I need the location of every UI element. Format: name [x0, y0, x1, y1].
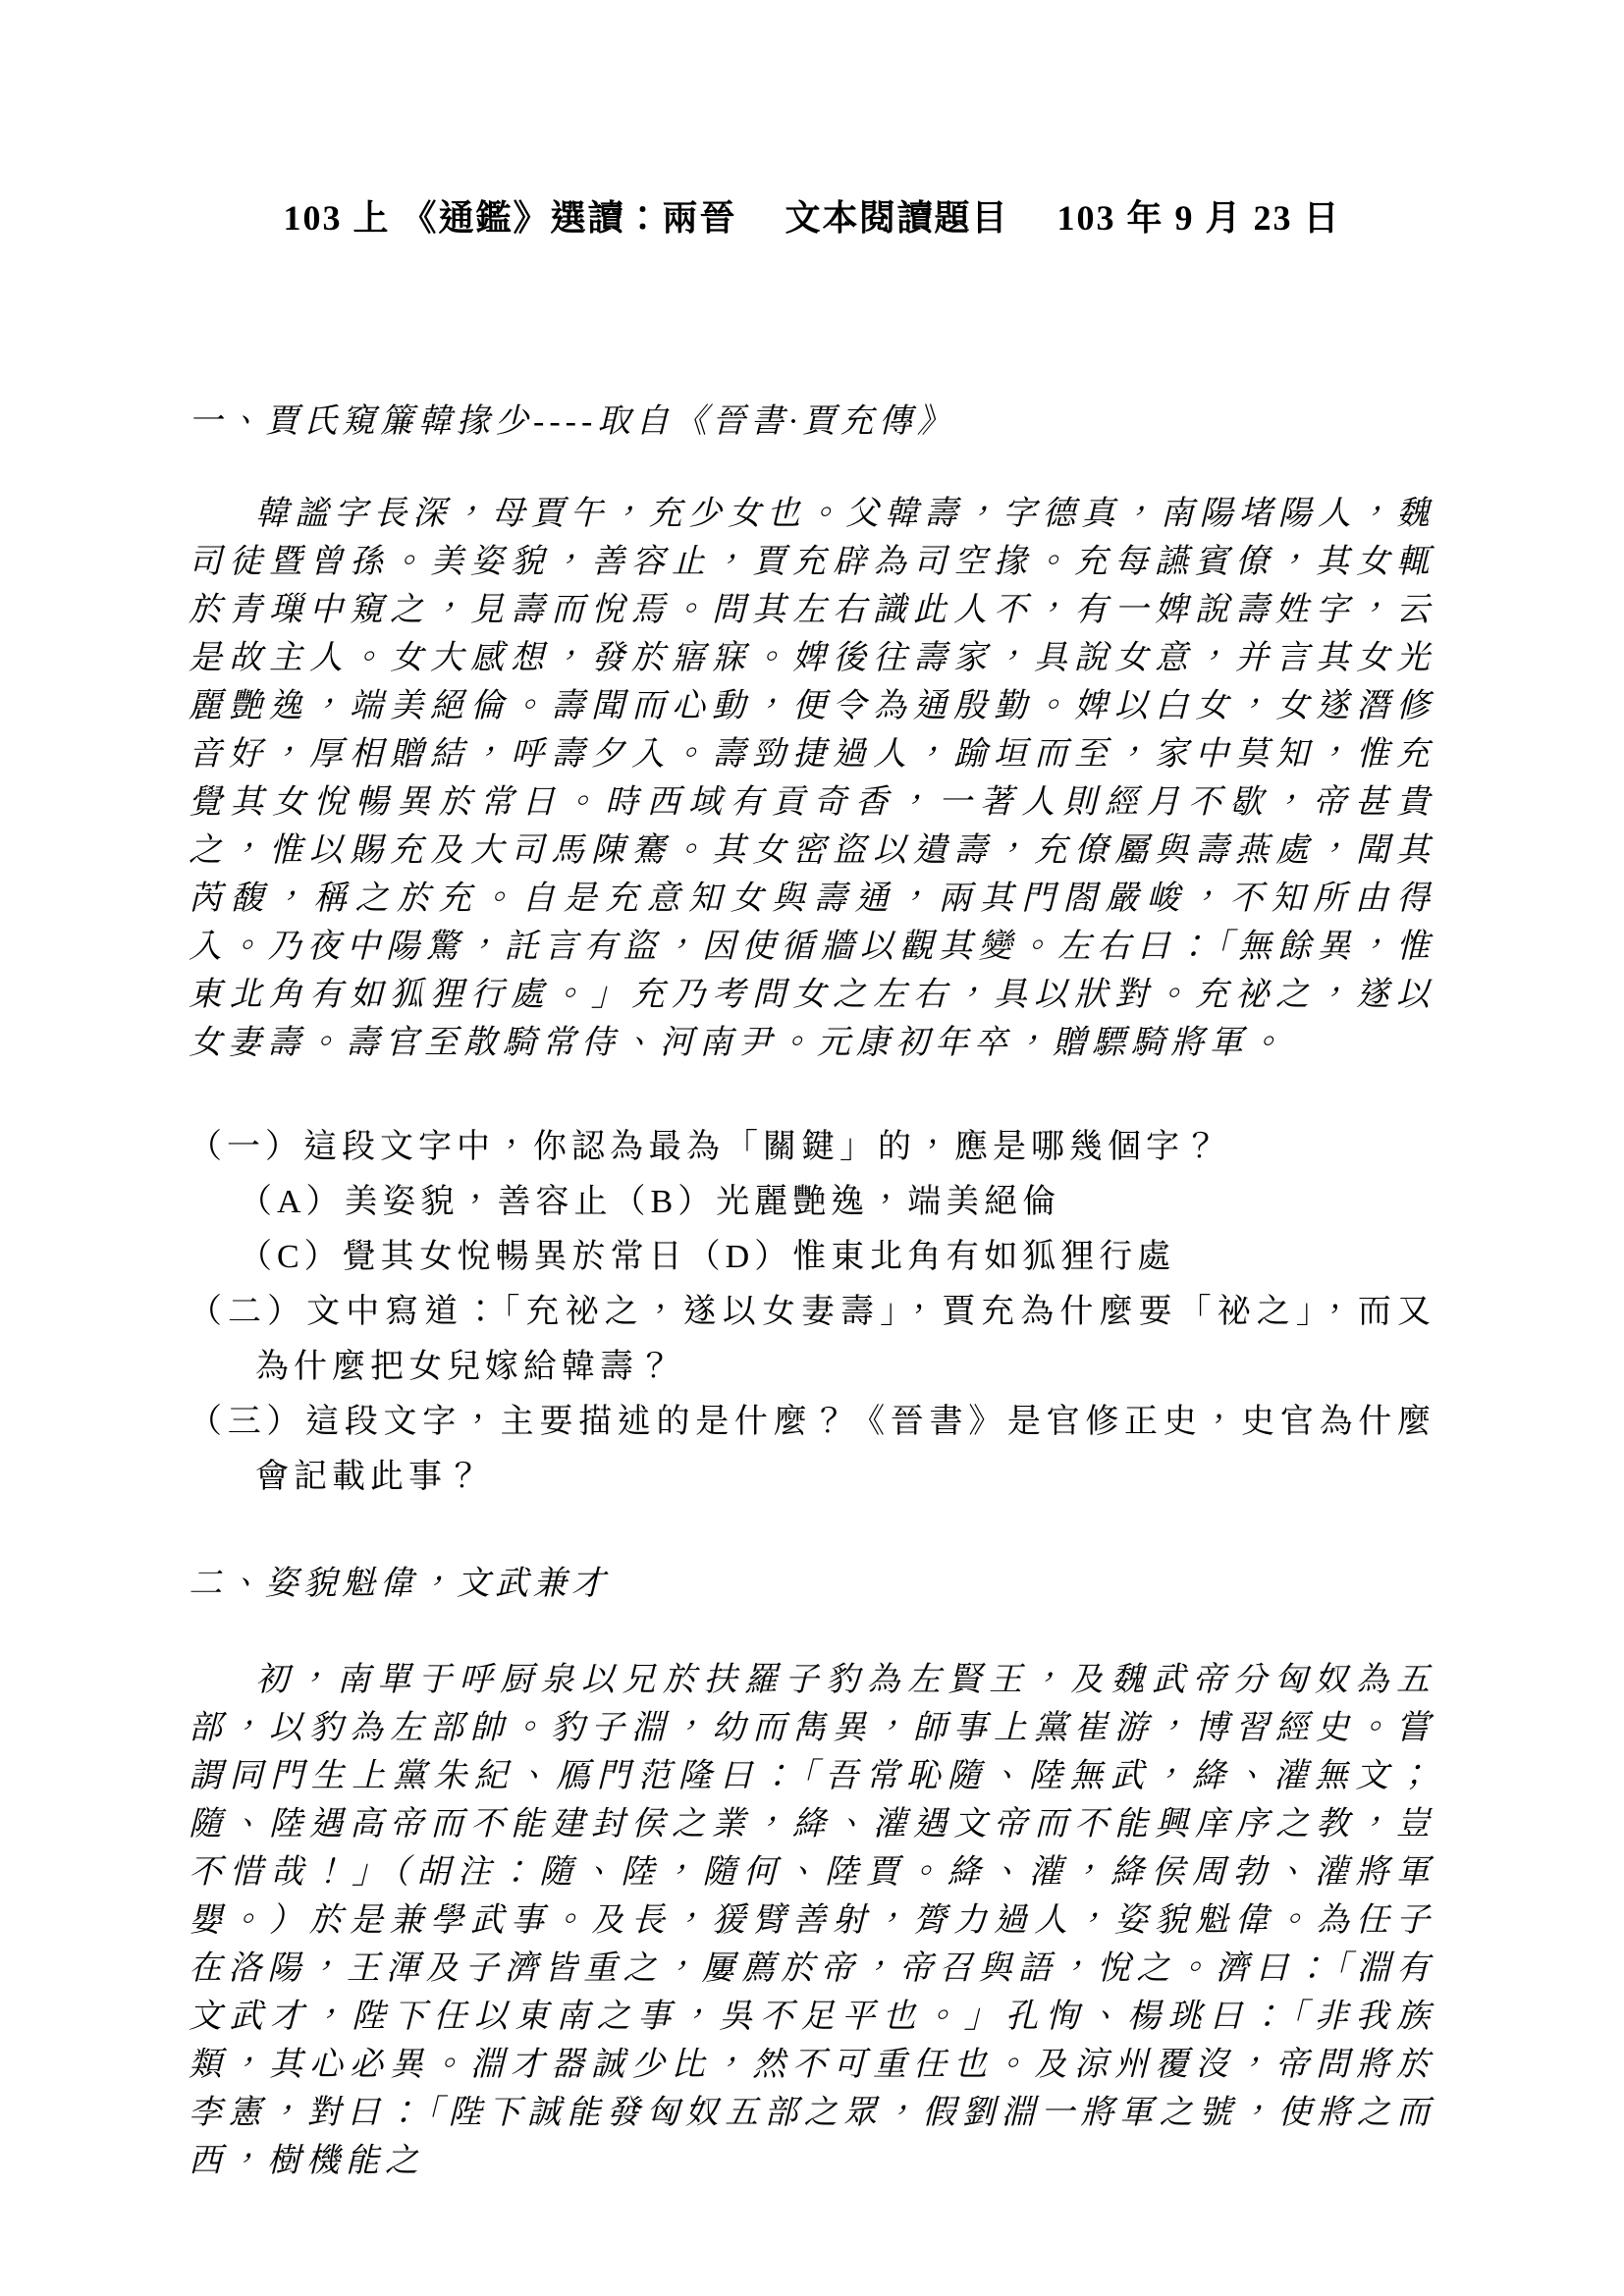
section-2-body-text: 初，南單于呼厨泉以兄於扶羅子豹為左賢王，及魏武帝分匈奴為五部，以豹為左部帥。豹子淵，幼而雋異，師事上黨崔游，博習經史。嘗謂同門生上黨朱紀、鴈門范隆曰：「吾常恥隨、陸無武，絳、灌無文；隨、陸遇高帝而不能建封侯之業，絳、灌遇文帝而不能興庠序之教，豈不惜哉！」（胡注：隨、陸，隨何、陸賈。絳、灌，絳侯周勃、灌將軍嬰。）於是兼學武事。及長，猨臂善射，膂力過人，姿貌魁偉。為任子在洛陽，王渾及子濟皆重之，屢薦於帝，帝召與語，悅之。濟曰：「淵有文武才，陛下任以東南之事，吳不足平也。」孔恂、楊珧曰：「非我族類，其心必異。淵才器誠少比，然不可重任也。及涼州覆沒，帝問將於李憲，對曰：「陛下誠能發匈奴五部之眾，假劉淵一將軍之號，使將之而西，樹機能之: [189, 1662, 1435, 2179]
section-1-heading: 一、賈氏窺簾韓掾少----取自《晉書·賈充傳》: [189, 403, 955, 440]
question-1-options-ab: （A）美姿貌，善容止（B）光麗艷逸，端美絕倫: [239, 1184, 1061, 1220]
section-1-body-text: 韓謐字長深，母賈午，充少女也。父韓壽，字德真，南陽堵陽人，魏司徒暨曾孫。美姿貌，善容止，賈充辟為司空掾。充每讌賓僚，其女輒於青璅中窺之，見壽而悅焉。問其左右識此人不，有一婢說壽姓字，云是故主人。女大感想，發於寤寐。婢後往壽家，具說女意，并言其女光麗艷逸，端美絕倫。壽聞而心動，便令為通殷勤。婢以白女，女遂潛修音好，厚相贈結，呼壽夕入。壽勁捷過人，踰垣而至，家中莫知，惟充覺其女悅暢異於常日。時西域有貢奇香，一著人則經月不歇，帝甚貴之，惟以賜充及大司馬陳騫。其女密盜以遺壽，充僚屬與壽燕處，聞其芮馥，稱之於充。自是充意知女與壽通，兩其門閤嚴峻，不知所由得入。乃夜中陽驚，託言有盜，因使循牆以觀其變。左右曰：「無餘異，惟東北角有如狐狸行處。」充乃考問女之左右，具以狀對。充祕之，遂以女妻壽。壽官至散騎常侍、河南尹。元康初年卒，贈驃騎將軍。: [189, 496, 1435, 1061]
document-title: 103 上 《通鑑》選讀：兩晉 文本閱讀題目 103 年 9 月 23 日: [283, 198, 1341, 238]
question-1-text: （一）這段文字中，你認為最為「關鍵」的，應是哪幾個字？: [189, 1129, 1222, 1165]
section-2-heading: 二、姿貌魁偉，文武兼才: [189, 1566, 610, 1602]
question-3-text: （三）這段文字，主要描述的是什麼？《晉書》是官修正史，史官為什麼會記載此事？: [189, 1404, 1435, 1495]
question-2-text: （二）文中寫道：「充祕之，遂以女妻壽」，賈充為什麼要「祕之」，而又為什麼把女兒嫁給韓壽？: [189, 1294, 1435, 1385]
question-item-1: [189, 1120, 1435, 1285]
question-list: [189, 1120, 1435, 1505]
question-1-options-cd: （C）覺其女悅暢異於常日（D）惟東北角有如狐狸行處: [239, 1239, 1176, 1275]
